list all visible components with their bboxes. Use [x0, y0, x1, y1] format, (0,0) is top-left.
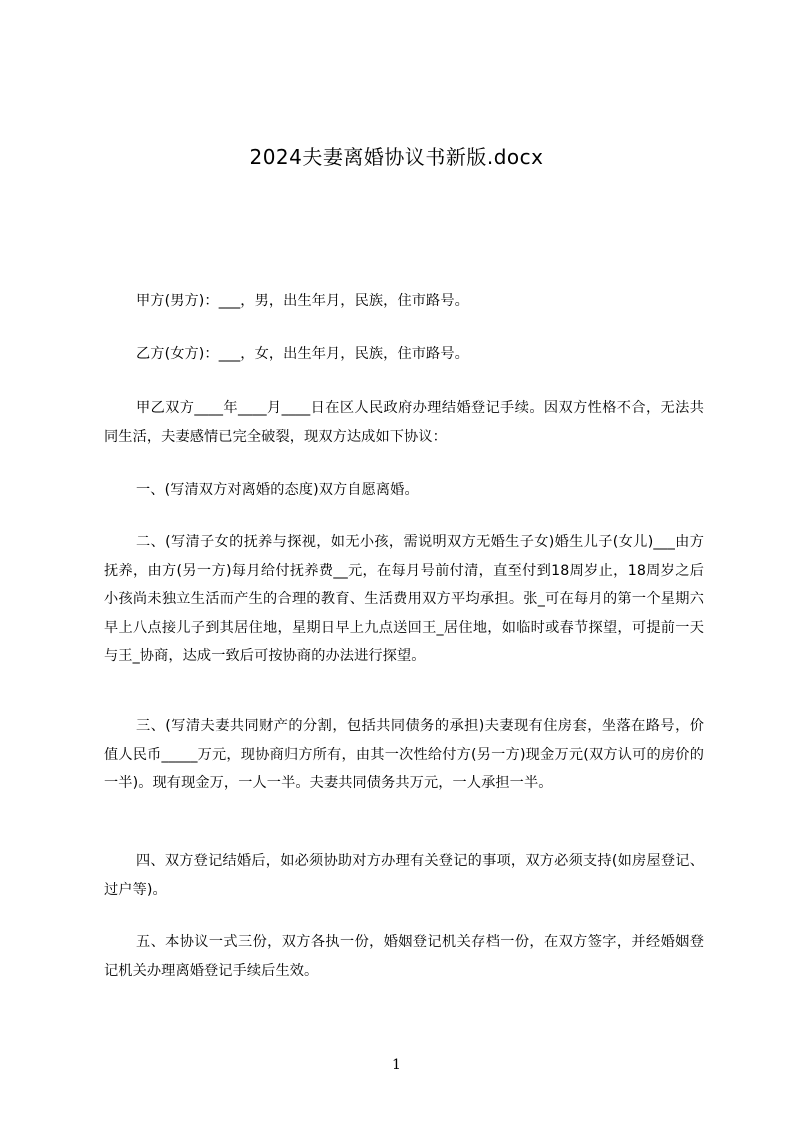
- preamble-paragraph: 甲乙双方____年____月____日在区人民政府办理结婚登记手续。因双方性格不合，无法共同生活，夫妻感情已完全破裂，现双方达成如下协议：: [104, 400, 704, 445]
- party-b-paragraph: 乙方(女方)：___，女，出生年月，民族，住市路号。: [136, 346, 469, 362]
- clause-4-paragraph: 四、双方登记结婚后，如必须协助对方办理有关登记的事项，双方必须支持(如房屋登记、过户等)。: [104, 853, 704, 898]
- clause-3-paragraph: 三、(写清夫妻共同财产的分割，包括共同债务的承担)夫妻现有住房套，坐落在路号，价值人民币_____万元，现协商归方所有，由其一次性给付方(另一方)现金万元(双方认可的房价的一半)。现有现金万，一人一半。夫妻共同债务共万元，一人承担一半。: [104, 718, 704, 791]
- clause-5-paragraph: 五、本协议一式三份，双方各执一份，婚姻登记机关存档一份，在双方签字，并经婚姻登记机关办理离婚登记手续后生效。: [104, 934, 704, 979]
- page-title: 2024夫妻离婚协议书新版.docx: [249, 145, 544, 169]
- clause-2-paragraph: 二、(写清子女的抚养与探视，如无小孩，需说明双方无婚生子女)婚生儿子(女儿)___由方抚养，由方(另一方)每月给付抚养费__元，在每月号前付清，直至付到18周岁止，18周岁之后小孩尚未独立生活而产生的合理的教育、生活费用双方平均承担。张_可在每月的第一个星期六早上八点接儿子到其居住地，星期日早上九点送回王_居住地，如临时或春节探望，可提前一天与王_协商，达成一致后可按协商的办法进行探望。: [104, 534, 704, 664]
- clause-1-paragraph: 一、(写清双方对离婚的态度)双方自愿离婚。: [136, 482, 419, 498]
- page-number: 1: [392, 1057, 401, 1073]
- party-a-paragraph: 甲方(男方)：___，男，出生年月，民族，住市路号。: [136, 293, 469, 309]
